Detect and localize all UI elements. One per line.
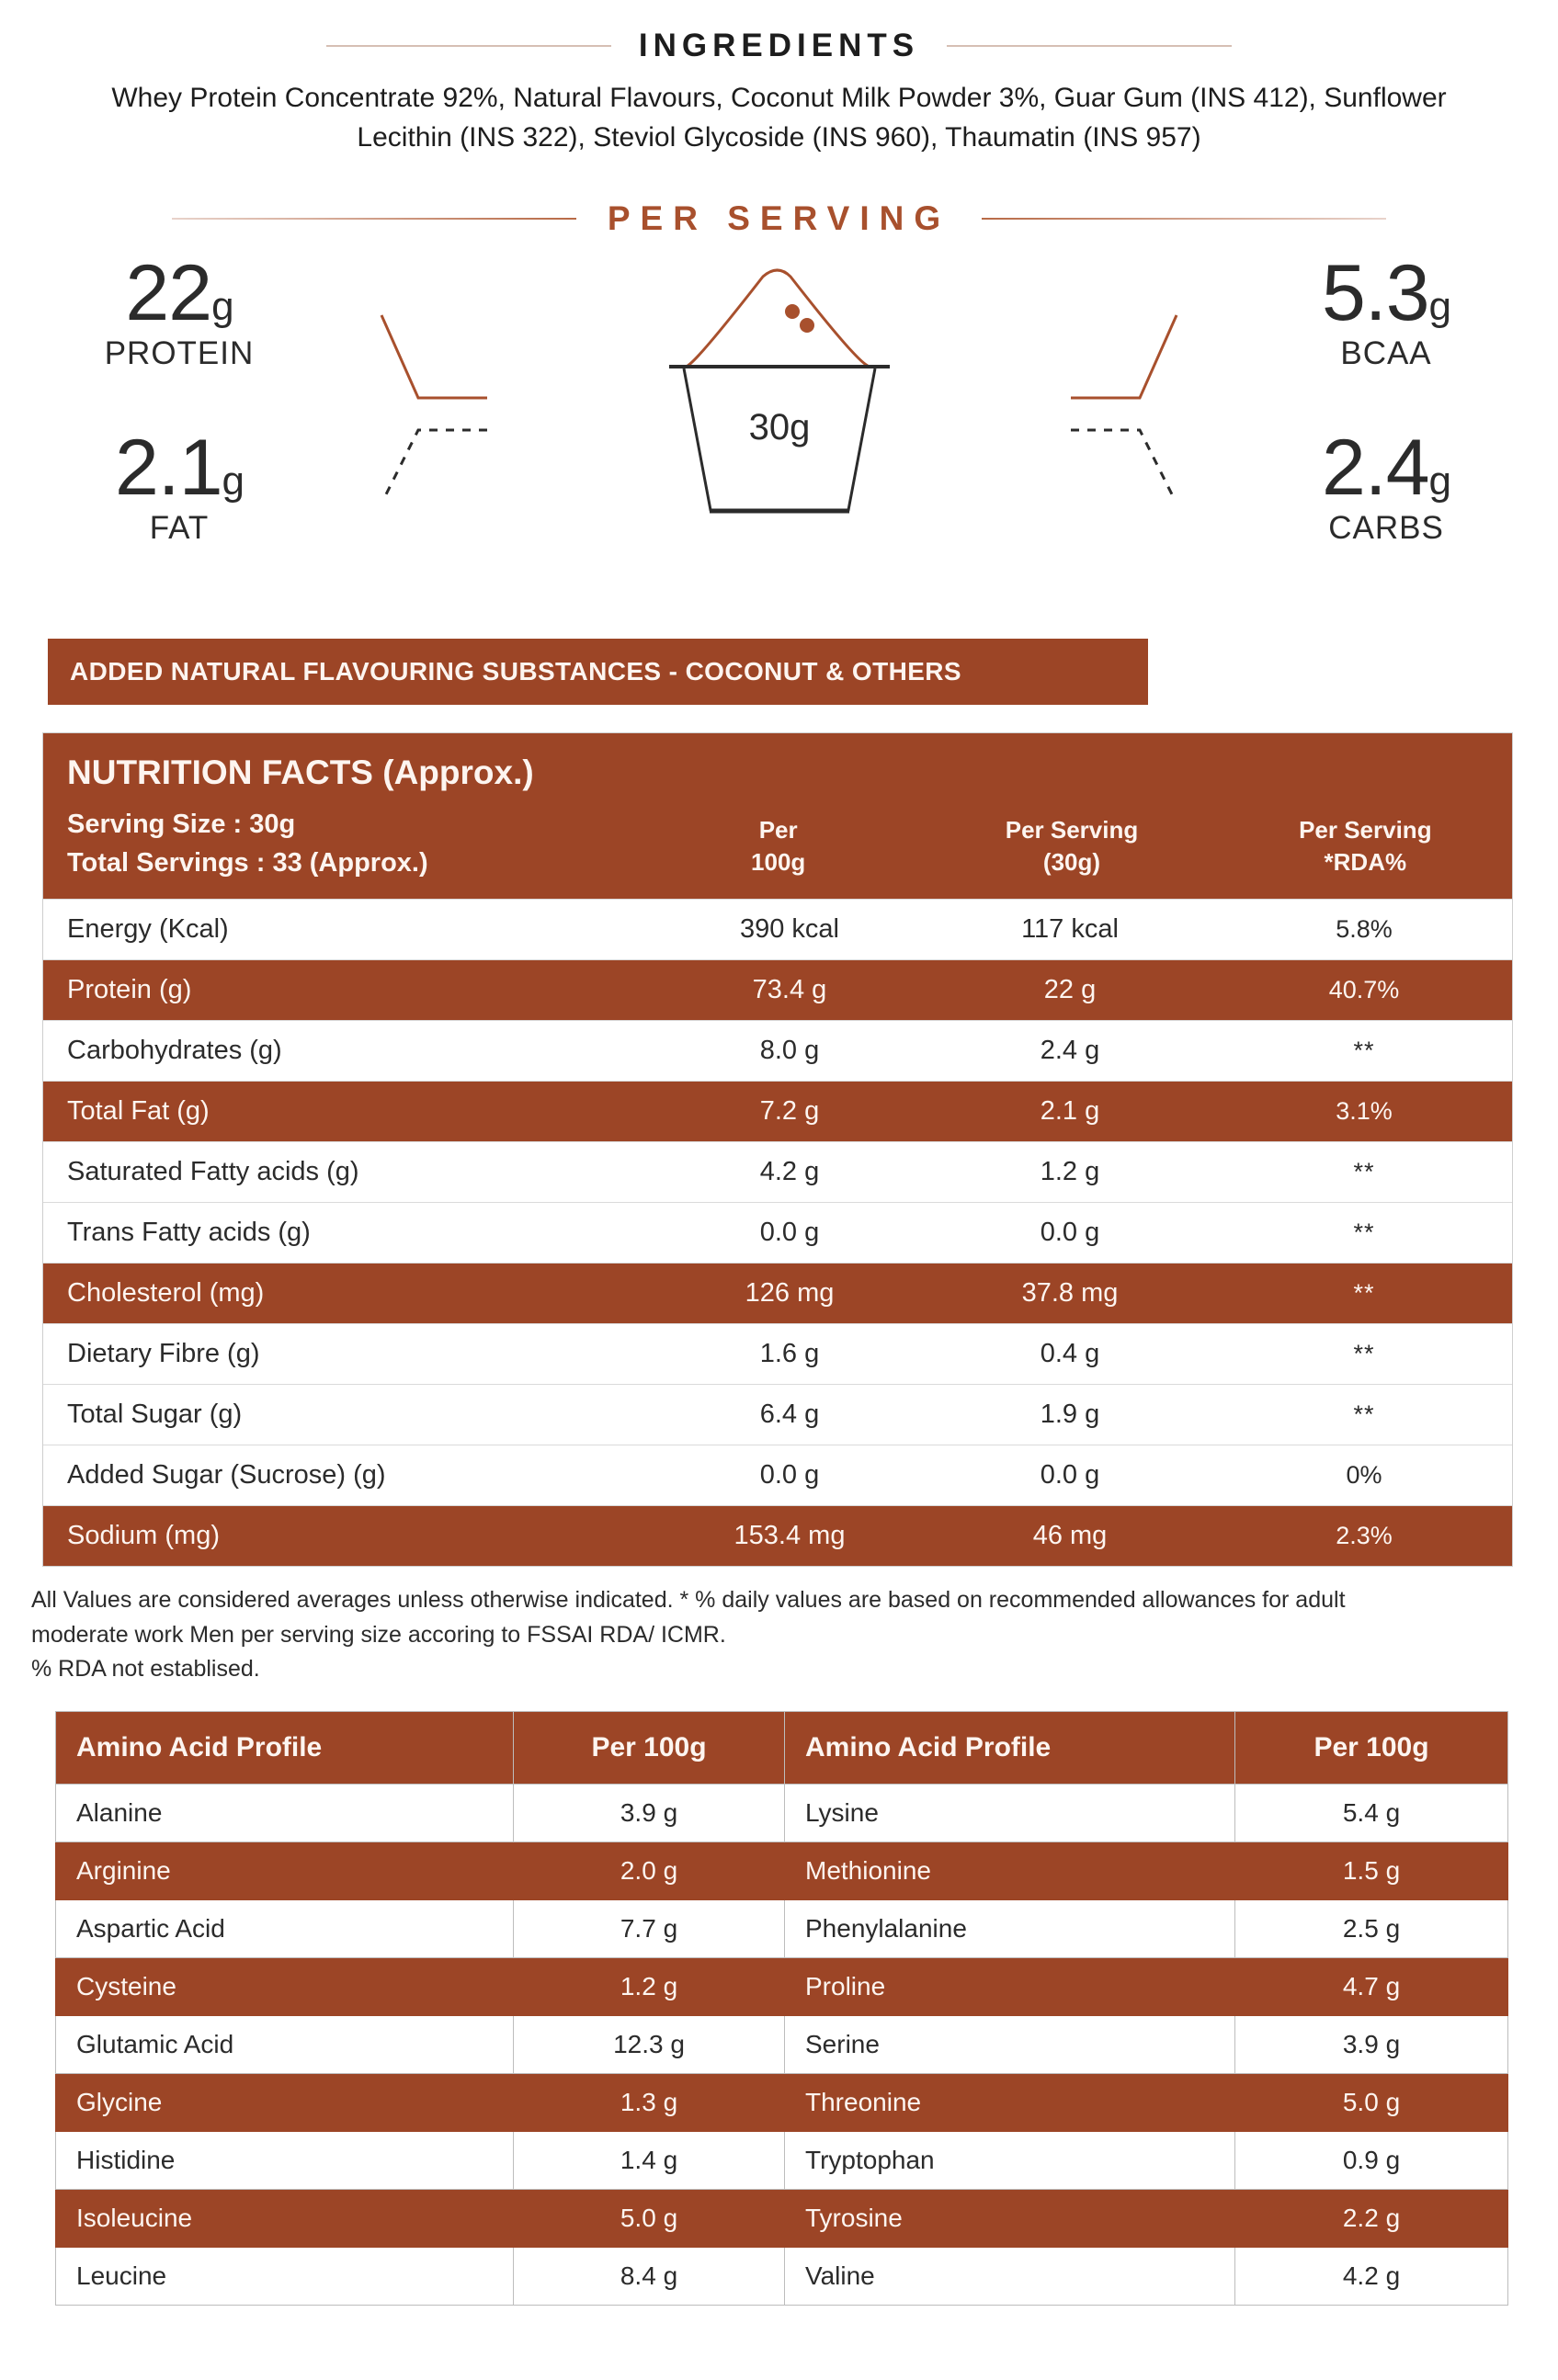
nutrient-per-100g: 390 kcal [739,914,839,945]
nutrient-per-100g: 0.0 g [759,1460,820,1490]
macro-protein [28,249,331,372]
nutrient-per-serving: 1.9 g [1040,1400,1100,1430]
amino-header-per100g-2: Per 100g [1235,1711,1508,1784]
serving-size: Serving Size : 30g [67,810,296,840]
macro-carbs [1234,424,1538,547]
macro-protein-value: 22g [125,249,233,338]
macro-protein-label: PROTEIN [104,334,255,371]
powder-dot-icon [785,304,800,319]
amino-value: 5.0 g [1235,2073,1508,2131]
amino-value: 4.7 g [1235,1957,1508,2015]
amino-name: Leucine [56,2247,514,2305]
ingredients-text: Whey Protein Concentrate 92%, Natural Flavours, Coconut Milk Powder 3%, Guar Gum (INS 412), Sunflower Lecithin (INS 322), Steviol Glycoside (INS 960), Thaumatin (INS 957) [111,83,1447,153]
table-row [56,2131,1508,2189]
macro-fat-value: 2.1g [114,424,245,513]
ingredients-rule-right [947,45,1232,47]
flavour-banner: ADDED NATURAL FLAVOURING SUBSTANCES - COCONUT & OTHERS [48,639,1148,705]
nutrient-name: Energy (Kcal) [67,914,229,945]
macros-panel [0,251,1558,628]
macro-fat-label: FAT [149,509,210,546]
amino-name: Isoleucine [56,2189,514,2247]
table-row [43,900,1512,960]
nutrient-rda: ** [1353,1400,1375,1429]
nutrient-per-100g: 6.4 g [759,1400,820,1430]
nutrient-per-100g: 4.2 g [759,1157,820,1187]
amino-value: 2.5 g [1235,1899,1508,1957]
nutrient-name: Total Fat (g) [67,1096,210,1127]
nutrient-name: Trans Fatty acids (g) [67,1218,311,1248]
table-row [56,2073,1508,2131]
nutrient-rda: ** [1353,1340,1375,1368]
table-row [43,1142,1512,1203]
amino-value: 8.4 g [514,2247,785,2305]
nutrient-per-serving: 0.4 g [1040,1339,1100,1369]
nutrient-rda: ** [1353,1279,1375,1308]
amino-value: 0.9 g [1235,2131,1508,2189]
amino-header-per100g-1: Per 100g [514,1711,785,1784]
macro-carbs-label: CARBS [1328,509,1444,546]
nutrient-per-serving: 2.1 g [1040,1096,1100,1127]
nutrition-facts-card [42,732,1513,1567]
amino-value: 1.5 g [1235,1842,1508,1899]
table-row [56,2015,1508,2073]
amino-value: 12.3 g [514,2015,785,2073]
amino-name: Lysine [785,1784,1235,1842]
nutrition-footnote: All Values are considered averages unless otherwise indicated. * % daily values are based on recommended allowances for adult moderate work Men per serving size accoring to FSSAI RDA/ ICMR. % RDA not establised. [31,1587,1346,1683]
table-row [43,960,1512,1021]
nutrient-per-100g: 126 mg [745,1278,835,1309]
column-header-per-serving: Per Serving (30g) [1005,816,1139,877]
nutrient-rda: ** [1353,1218,1375,1247]
powder-mound-icon [688,270,868,366]
nutrient-name: Carbohydrates (g) [67,1036,282,1066]
nutrient-per-serving: 0.0 g [1040,1460,1100,1490]
nutrient-name: Dietary Fibre (g) [67,1339,260,1369]
amino-name: Arginine [56,1842,514,1899]
amino-value: 1.2 g [514,1957,785,2015]
table-row [43,1385,1512,1445]
table-row [56,2189,1508,2247]
nutrition-meta-row [43,805,1512,882]
table-row [43,1021,1512,1082]
nutrient-per-serving: 37.8 mg [1021,1278,1119,1309]
ingredients-header [0,28,1558,64]
table-row [43,1082,1512,1142]
amino-value: 2.2 g [1235,2189,1508,2247]
amino-value: 1.3 g [514,2073,785,2131]
nutrition-facts-header [43,733,1512,899]
ingredients-title: INGREDIENTS [638,28,920,63]
amino-name: Methionine [785,1842,1235,1899]
nutrient-per-100g: 7.2 g [759,1096,820,1127]
macro-carbs-value: 2.4g [1321,424,1451,513]
nutrient-per-serving: 22 g [1043,975,1097,1005]
amino-header-profile-1: Amino Acid Profile [56,1711,514,1784]
nutrient-name: Saturated Fatty acids (g) [67,1157,359,1187]
total-servings: Total Servings : 33 (Approx.) [67,848,428,878]
nutrient-rda: ** [1353,1158,1375,1186]
table-row [43,1445,1512,1506]
macro-bcaa [1234,249,1538,372]
amino-name: Aspartic Acid [56,1899,514,1957]
amino-header-profile-2: Amino Acid Profile [785,1711,1235,1784]
nutrient-per-100g: 153.4 mg [734,1521,846,1551]
nutrient-rda: 0% [1346,1461,1382,1490]
nutrient-rda: 3.1% [1336,1097,1393,1126]
amino-value: 7.7 g [514,1899,785,1957]
nutrition-facts-title: NUTRITION FACTS (Approx.) [67,754,534,792]
amino-name: Proline [785,1957,1235,2015]
amino-name: Tyrosine [785,2189,1235,2247]
per-serving-title: PER SERVING [607,199,951,238]
amino-name: Phenylalanine [785,1899,1235,1957]
nutrient-rda: 40.7% [1328,976,1400,1004]
table-row [43,1264,1512,1324]
macro-fat [28,424,331,547]
scoop-illustration [504,251,1055,618]
table-row [43,1203,1512,1264]
nutrient-name: Protein (g) [67,975,192,1005]
powder-dot-icon [800,318,814,333]
nutrient-per-serving: 117 kcal [1021,914,1119,945]
macro-bcaa-value: 5.3g [1321,249,1451,338]
table-row [56,1842,1508,1899]
amino-value: 5.0 g [514,2189,785,2247]
table-row [56,1899,1508,1957]
table-row [56,1784,1508,1842]
amino-name: Glutamic Acid [56,2015,514,2073]
amino-value: 5.4 g [1235,1784,1508,1842]
amino-header-row [56,1711,1508,1784]
amino-value: 2.0 g [514,1842,785,1899]
amino-name: Valine [785,2247,1235,2305]
amino-name: Cysteine [56,1957,514,2015]
nutrient-per-serving: 0.0 g [1040,1218,1100,1248]
scoop-size-label: 30g [748,407,810,448]
nutrient-rda: ** [1353,1037,1375,1065]
macro-bcaa-label: BCAA [1340,334,1432,371]
nutrient-rda: 5.8% [1336,915,1393,944]
nutrient-per-100g: 73.4 g [752,975,827,1005]
nutrient-per-100g: 1.6 g [759,1339,820,1369]
nutrient-name: Cholesterol (mg) [67,1278,265,1309]
nutrient-per-serving: 2.4 g [1040,1036,1100,1066]
amino-name: Serine [785,2015,1235,2073]
table-row [43,1506,1512,1567]
table-row [43,1324,1512,1385]
nutrition-serving-info [43,805,631,882]
per-serving-header [0,199,1558,238]
nutrient-name: Added Sugar (Sucrose) (g) [67,1460,386,1490]
amino-value: 3.9 g [514,1784,785,1842]
amino-name: Histidine [56,2131,514,2189]
ingredients-rule-left [326,45,611,47]
amino-value: 3.9 g [1235,2015,1508,2073]
amino-acid-table [55,1711,1508,2306]
nutrient-name: Total Sugar (g) [67,1400,243,1430]
nutrient-rda: 2.3% [1336,1522,1393,1550]
amino-name: Threonine [785,2073,1235,2131]
nutrient-per-100g: 8.0 g [759,1036,820,1066]
per-serving-rule-left [172,218,576,220]
amino-name: Tryptophan [785,2131,1235,2189]
table-row [56,1957,1508,2015]
amino-name: Glycine [56,2073,514,2131]
nutrient-per-serving: 1.2 g [1040,1157,1100,1187]
nutrient-per-100g: 0.0 g [759,1218,820,1248]
amino-value: 1.4 g [514,2131,785,2189]
table-row [56,2247,1508,2305]
amino-value: 4.2 g [1235,2247,1508,2305]
amino-name: Alanine [56,1784,514,1842]
nutrient-per-serving: 46 mg [1032,1521,1108,1551]
nutrition-facts-table [43,899,1512,1566]
column-header-per-100g: Per 100g [751,816,806,877]
per-serving-rule-right [982,218,1386,220]
column-header-rda: Per Serving *RDA% [1299,816,1432,877]
nutrient-name: Sodium (mg) [67,1521,220,1551]
